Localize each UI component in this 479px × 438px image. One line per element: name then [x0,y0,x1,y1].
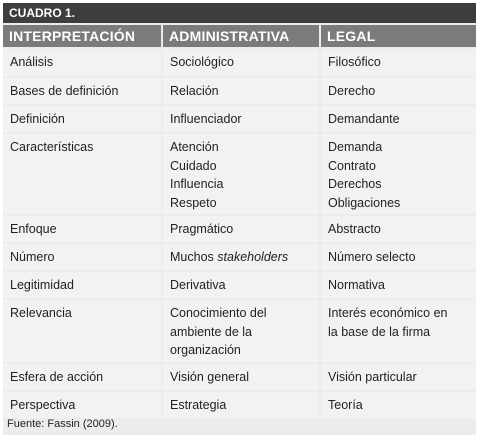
row-label: Bases de definición [3,78,161,104]
table-row [3,134,476,214]
cell-line: Normativa [328,278,385,292]
header-row [3,25,476,47]
cell-line: la base de la firma [328,324,431,339]
cell-line: Demandante [328,112,400,126]
table-row [3,392,476,418]
table-row [3,78,476,104]
cell-line: Interés económico en [328,306,448,320]
cell-line: ambiente de la [170,324,253,339]
cell-line: Contrato [328,158,376,173]
administrativa-cell [163,216,319,242]
cell-line: Sociológico [170,55,234,69]
row-label: Perspectiva [3,392,161,418]
header-administrativa: ADMINISTRATIVA [163,25,319,47]
cell-line: Derecho [328,84,376,98]
cell-line: Pragmático [170,222,234,236]
legal-cell [321,272,476,298]
table-frame [3,3,476,435]
cell-line: Abstracto [328,222,381,236]
legal-cell [321,134,476,214]
legal-cell [321,300,476,362]
table-row [3,364,476,390]
cell-line: Atención [170,140,219,154]
administrativa-cell [163,49,319,76]
legal-cell [321,106,476,132]
legal-cell [321,364,476,390]
cell-line: Conocimiento del [170,306,267,320]
row-label: Legitimidad [3,272,161,298]
legal-cell [321,49,476,76]
cell-line: Estrategia [170,398,227,412]
row-label: Enfoque [3,216,161,242]
administrativa-cell [163,106,319,132]
cell-line: Visión particular [328,370,417,384]
cell-line: Relación [170,84,219,98]
table-row [3,216,476,242]
cell-line: Demanda [328,140,383,154]
cell-line: Respeto [170,195,217,210]
row-label: Relevancia [3,300,161,362]
source-note: Fuente: Fassin (2009). [7,418,118,430]
cell-text-italic: stakeholders [217,250,289,264]
table-row [3,244,476,270]
administrativa-cell [163,364,319,390]
cell-line: Visión general [170,370,249,384]
header-legal: LEGAL [321,25,476,47]
table-row [3,106,476,132]
cell-line: Derivativa [170,278,226,292]
administrativa-cell [163,134,319,214]
row-label: Esfera de acción [3,364,161,390]
row-label: Definición [3,106,161,132]
row-label: Características [3,134,161,214]
row-label: Análisis [3,49,161,76]
table-title: CUADRO 1. [3,3,476,23]
cell-line: Influenciador [170,112,242,126]
administrativa-cell [163,244,319,270]
cell-line: Cuidado [170,158,217,173]
cell-text: Muchos [170,250,214,264]
cell-line: Derechos [328,177,382,191]
legal-cell [321,216,476,242]
table-row [3,49,476,76]
row-label: Número [3,244,161,270]
cell-line: Teoría [328,398,363,412]
cell-line: Obligaciones [328,195,401,210]
administrativa-cell [163,392,319,418]
header-interpretacion: INTERPRETACIÓN [3,25,161,47]
cell-line: Número selecto [328,250,416,264]
cell-line: organización [170,343,241,357]
cell-line: Influencia [170,177,224,191]
legal-cell [321,392,476,418]
table-row [3,272,476,298]
table-row [3,300,476,362]
administrativa-cell [163,78,319,104]
cell-line: Filosófico [328,55,381,69]
administrativa-cell [163,300,319,362]
legal-cell [321,78,476,104]
legal-cell [321,244,476,270]
administrativa-cell [163,272,319,298]
